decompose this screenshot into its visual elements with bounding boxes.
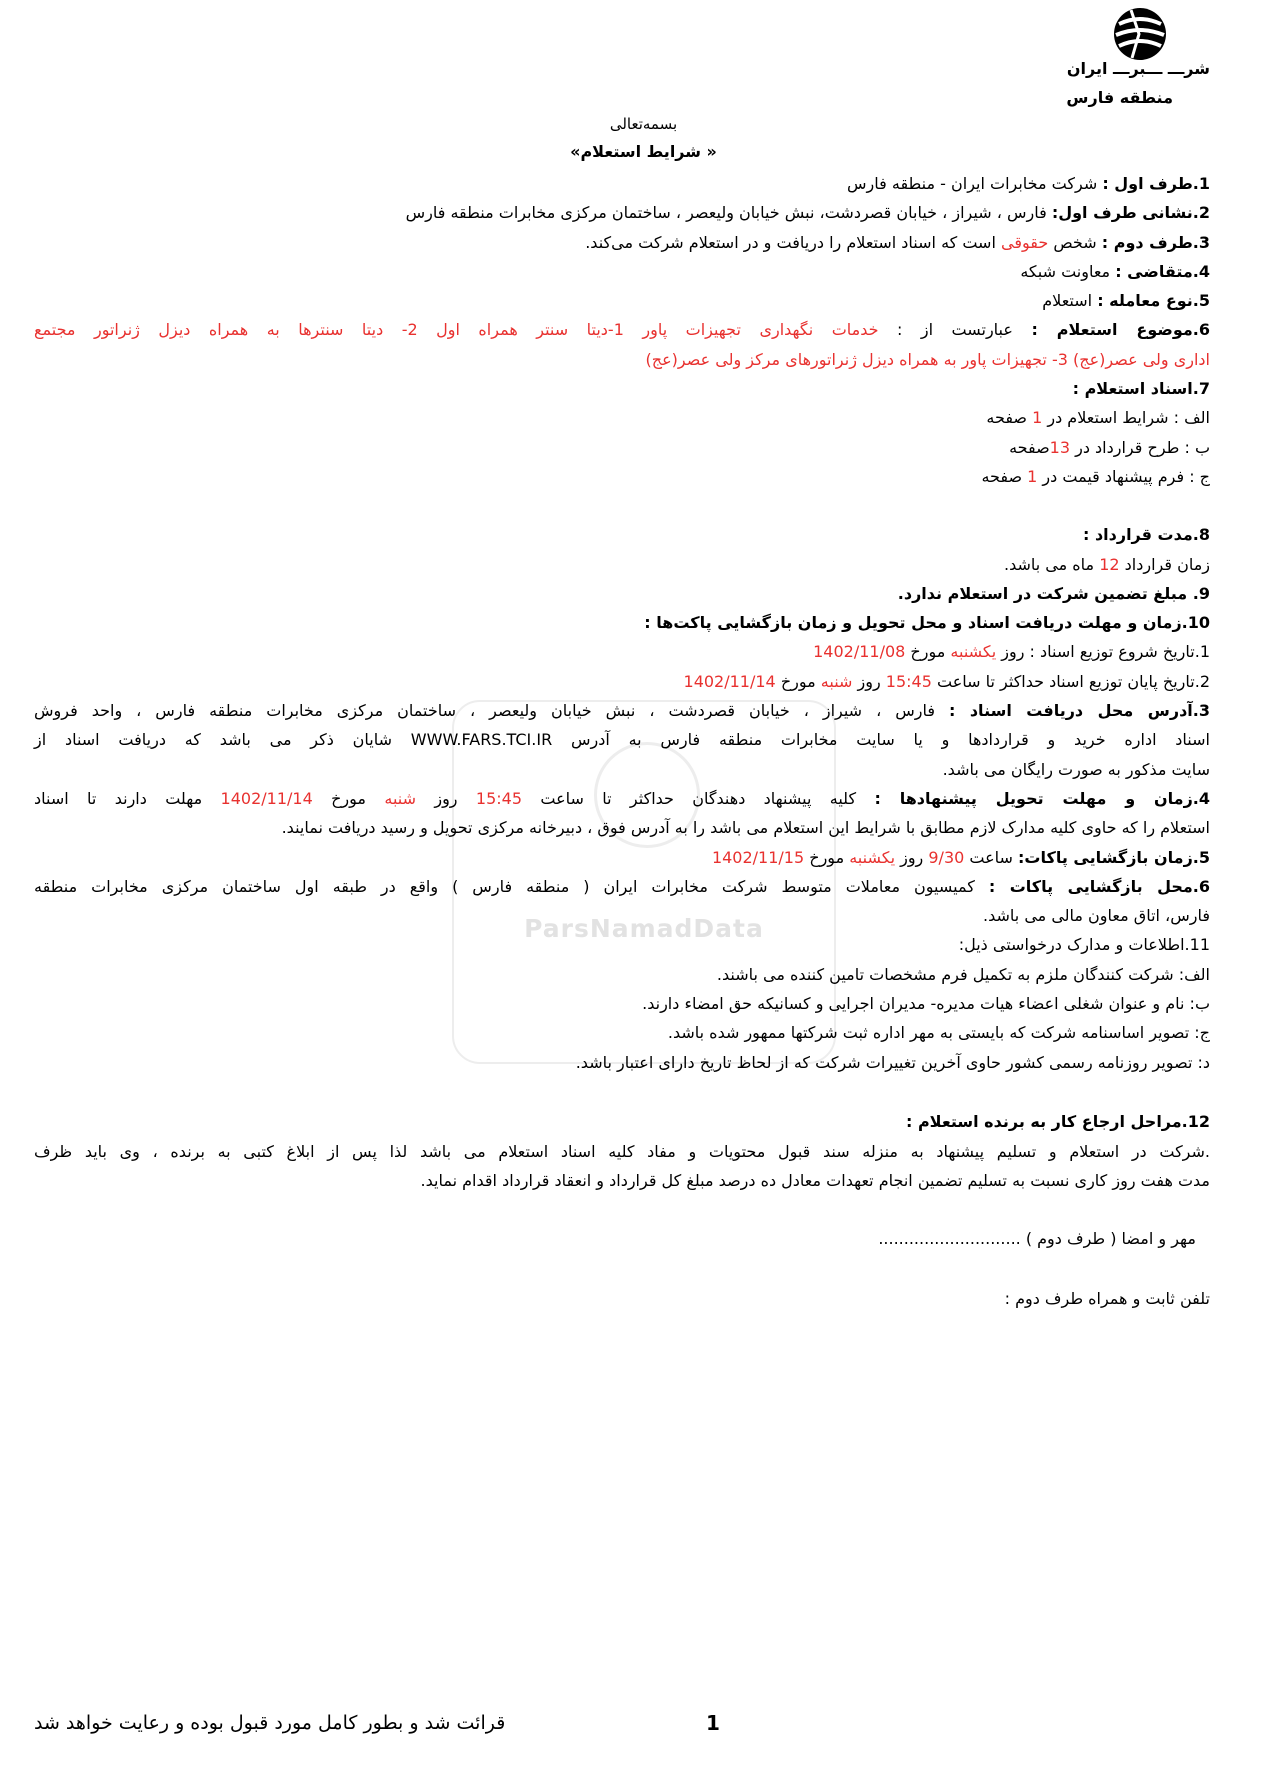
item-text: زمان قرارداد — [1119, 554, 1210, 574]
clause-label: 5.نوع معامله : — [1097, 291, 1210, 311]
item-text: مورخ — [804, 847, 850, 867]
highlight-text: حقوقی — [1001, 232, 1049, 252]
clause-text: شرکت مخابرات ایران - منطقه فارس — [847, 174, 1103, 193]
clause-text: عبارتست از : — [878, 320, 1032, 340]
item-text: فارس ، شیراز ، خیابان قصردشت ، نبش خیابان ولیعصر ، ساختمان مرکزی مخابرات منطقه فارس ، واحد فروش — [34, 701, 949, 721]
item-label: 3.آدرس محل دریافت اسناد : — [948, 701, 1210, 721]
item-text: مهلت دارند تا اسناد — [34, 788, 221, 808]
company-name: شرـــ ـــبرـــ ایران — [1066, 59, 1210, 78]
document-title: « شرایط استعلام» — [570, 142, 717, 161]
highlight-day: شنبه — [820, 671, 853, 691]
item-label: 6.محل بازگشایی پاکات : — [988, 876, 1211, 896]
region-name: منطقه فارس — [1066, 88, 1173, 107]
clause-label: 1.طرف اول : — [1102, 174, 1210, 193]
clause-text: شخص — [1048, 232, 1102, 252]
item-text: ساعت — [964, 847, 1019, 867]
clause-11-item-b: ب: نام و عنوان شغلی اعضاء هیات مدیره- مدیران اجرایی و کسانیکه حق امضاء دارند. — [642, 994, 1210, 1014]
clause-10-item-5 — [34, 843, 1210, 872]
clause-10-item-3-line-1 — [34, 696, 1210, 725]
item-text: الف : شرایط استعلام در — [1042, 408, 1210, 428]
clause-12-heading: 12.مراحل ارجاع کار به برنده استعلام : — [905, 1112, 1210, 1132]
highlight-date: 1402/11/15 — [711, 847, 805, 867]
clause-3 — [34, 228, 1210, 257]
phone-line: تلفن ثابت و همراه طرف دوم : — [1004, 1288, 1210, 1308]
clause-1 — [34, 169, 1210, 198]
clause-2 — [34, 198, 1210, 227]
clause-5 — [34, 286, 1210, 315]
item-text: 2.تاریخ پایان توزیع اسناد حداکثر تا ساعت — [931, 671, 1210, 691]
item-text: روز — [852, 671, 886, 691]
clause-10-item-6-line-1 — [34, 872, 1210, 901]
item-text: صفحه — [1009, 437, 1050, 457]
item-text: کلیه پیشنهاد دهندگان حداکثر تا ساعت — [522, 788, 875, 808]
tci-logo-icon — [1110, 5, 1170, 63]
item-text: 1.تاریخ شروع توزیع اسناد : روز — [996, 642, 1210, 662]
clause-label: 8.مدت قرارداد : — [1082, 525, 1210, 545]
clause-label: 4.متقاضی : — [1115, 261, 1210, 281]
item-text: روز — [895, 847, 929, 867]
clause-label: 3.طرف دوم : — [1101, 232, 1210, 252]
highlight-date: 1402/11/08 — [813, 642, 906, 662]
highlight-number: 13 — [1049, 437, 1071, 457]
clause-label: 7.اسناد استعلام : — [1072, 379, 1210, 399]
clause-10-item-3-line-3: سایت مذکور به صورت رایگان می باشد. — [942, 759, 1210, 779]
highlight-time: 15:45 — [885, 671, 932, 691]
conditions-body — [34, 169, 1210, 1313]
footer-statement: قرائت شد و بطور کامل مورد قبول بوده و رعایت خواهد شد — [34, 1712, 506, 1734]
clause-7-item-c — [34, 462, 1210, 491]
tci-logo-graphic — [1110, 5, 1170, 63]
clause-text: است که اسناد استعلام را دریافت و در استعلام شرکت می‌کند. — [585, 232, 1001, 252]
highlight-number: 12 — [1099, 554, 1120, 574]
clause-7-item-a — [34, 403, 1210, 432]
clause-label: 2.نشانی طرف اول: — [1051, 203, 1210, 223]
clause-6-line-2 — [34, 345, 1210, 374]
clause-7-item-b — [34, 433, 1210, 462]
clause-10-item-6-line-2: فارس، اتاق معاون مالی می باشد. — [983, 906, 1210, 926]
clause-12-line-1: .شرکت در استعلام و تسلیم پیشنهاد به منزله سند قبول محتویات و مفاد کلیه اسناد استعلام می باشد لذا پس از ابلاغ کتبی به برنده ، وی باید ظرف — [34, 1141, 1210, 1161]
item-text: صفحه — [981, 466, 1028, 486]
page-number: 1 — [706, 1711, 720, 1735]
item-text: مورخ — [775, 671, 821, 691]
item-text: مورخ — [312, 788, 385, 808]
clause-label: 6.موضوع استعلام : — [1031, 320, 1211, 340]
clause-text: فارس ، شیراز ، خیابان قصردشت، نبش خیابان ولیعصر ، ساختمان مرکزی مخابرات منطقه فارس — [405, 203, 1052, 223]
clause-10-item-2 — [34, 667, 1210, 696]
highlight-text: اداری ولی عصر(عج) 3- تجهیزات پاور به همراه دیزل ژنراتورهای مرکز ولی عصر(عج) — [645, 349, 1210, 369]
clause-6-line-1 — [34, 315, 1210, 344]
clause-11-item-d: د: تصویر روزنامه رسمی کشور حاوی آخرین تغییرات شرکت که از لحاظ تاریخ دارای اعتبار باشد. — [575, 1052, 1210, 1072]
clause-10-item-1 — [34, 637, 1210, 666]
highlight-date: 1402/11/14 — [683, 671, 776, 691]
clause-10-item-4-line-1 — [34, 784, 1210, 813]
clause-8-duration — [34, 550, 1210, 579]
clause-text: معاونت شبکه — [1020, 261, 1116, 281]
clause-8 — [34, 520, 1210, 549]
clause-11-heading: 11.اطلاعات و مدارک درخواستی ذیل: — [958, 935, 1210, 955]
clause-text: استعلام — [1042, 291, 1098, 311]
highlight-day: شنبه — [384, 788, 416, 808]
clause-10-heading: 10.زمان و مهلت دریافت اسناد و محل تحویل و زمان بازگشایی پاکت‌ها : — [644, 613, 1210, 633]
item-text: کمیسیون معاملات متوسط شرکت مخابرات ایران ( منطقه فارس ) واقع در طبقه اول ساختمان مرکزی مخابرات منطقه — [34, 876, 989, 896]
item-label: 5.زمان بازگشایی پاکات: — [1018, 847, 1210, 867]
item-text: ماه می باشد. — [1003, 554, 1100, 574]
clause-10-item-3-line-2: اسناد اداره خرید و قراردادها و یا سایت مخابرات منطقه فارس به آدرس WWW.FARS.TCI.IR شایان ذکر می باشد که دریافت اسناد از — [34, 730, 1210, 750]
clause-12-line-2: مدت هفت روز کاری نسبت به تسلیم تضمین انجام تعهدات معادل ده درصد مبلغ کل قرارداد و انعقاد قرارداد اقدام نماید. — [420, 1170, 1210, 1190]
item-label: 4.زمان و مهلت تحویل پیشنهادها : — [874, 788, 1211, 808]
signature-line: مهر و امضا ( طرف دوم ) ............................ — [878, 1229, 1196, 1249]
highlight-time: 9/30 — [928, 847, 965, 867]
highlight-day: یکشنبه — [849, 847, 896, 867]
clause-11-item-a: الف: شرکت کنندگان ملزم به تکمیل فرم مشخصات تامین کننده می باشند. — [716, 964, 1210, 984]
clause-10-item-4-line-2: استعلام را که حاوی کلیه مدارک لازم مطابق با شرایط این استعلام می باشد را به آدرس فوق ، دبیرخانه مرکزی تحویل و رسید دریافت نمایند. — [281, 818, 1210, 838]
highlight-time: 15:45 — [475, 788, 522, 808]
highlight-day: یکشنبه — [950, 642, 997, 662]
clause-9: 9. مبلغ تضمین شرکت در استعلام ندارد. — [897, 583, 1210, 603]
item-text: ب : طرح قرارداد در — [1070, 437, 1210, 457]
highlight-text: خدمات نگهداری تجهیزات پاور 1-دیتا سنتر همراه اول 2- دیتا سنترها به همراه دیزل ژنراتور مجتمع — [34, 320, 879, 340]
item-text: روز — [416, 788, 476, 808]
highlight-number: 1 — [1032, 408, 1043, 428]
clause-7 — [34, 374, 1210, 403]
bismillah: بسمه‌تعالی — [609, 115, 678, 133]
item-text: ج : فرم پیشنهاد قیمت در — [1037, 466, 1210, 486]
watermark-text: ParsNamadData — [524, 914, 764, 943]
item-text: مورخ — [905, 642, 951, 662]
item-text: صفحه — [986, 408, 1033, 428]
clause-4 — [34, 257, 1210, 286]
highlight-date: 1402/11/14 — [220, 788, 313, 808]
clause-11-item-c: ج: تصویر اساسنامه شرکت که بایستی به مهر اداره ثبت شرکتها ممهور شده باشد. — [667, 1023, 1210, 1043]
highlight-number: 1 — [1027, 466, 1038, 486]
